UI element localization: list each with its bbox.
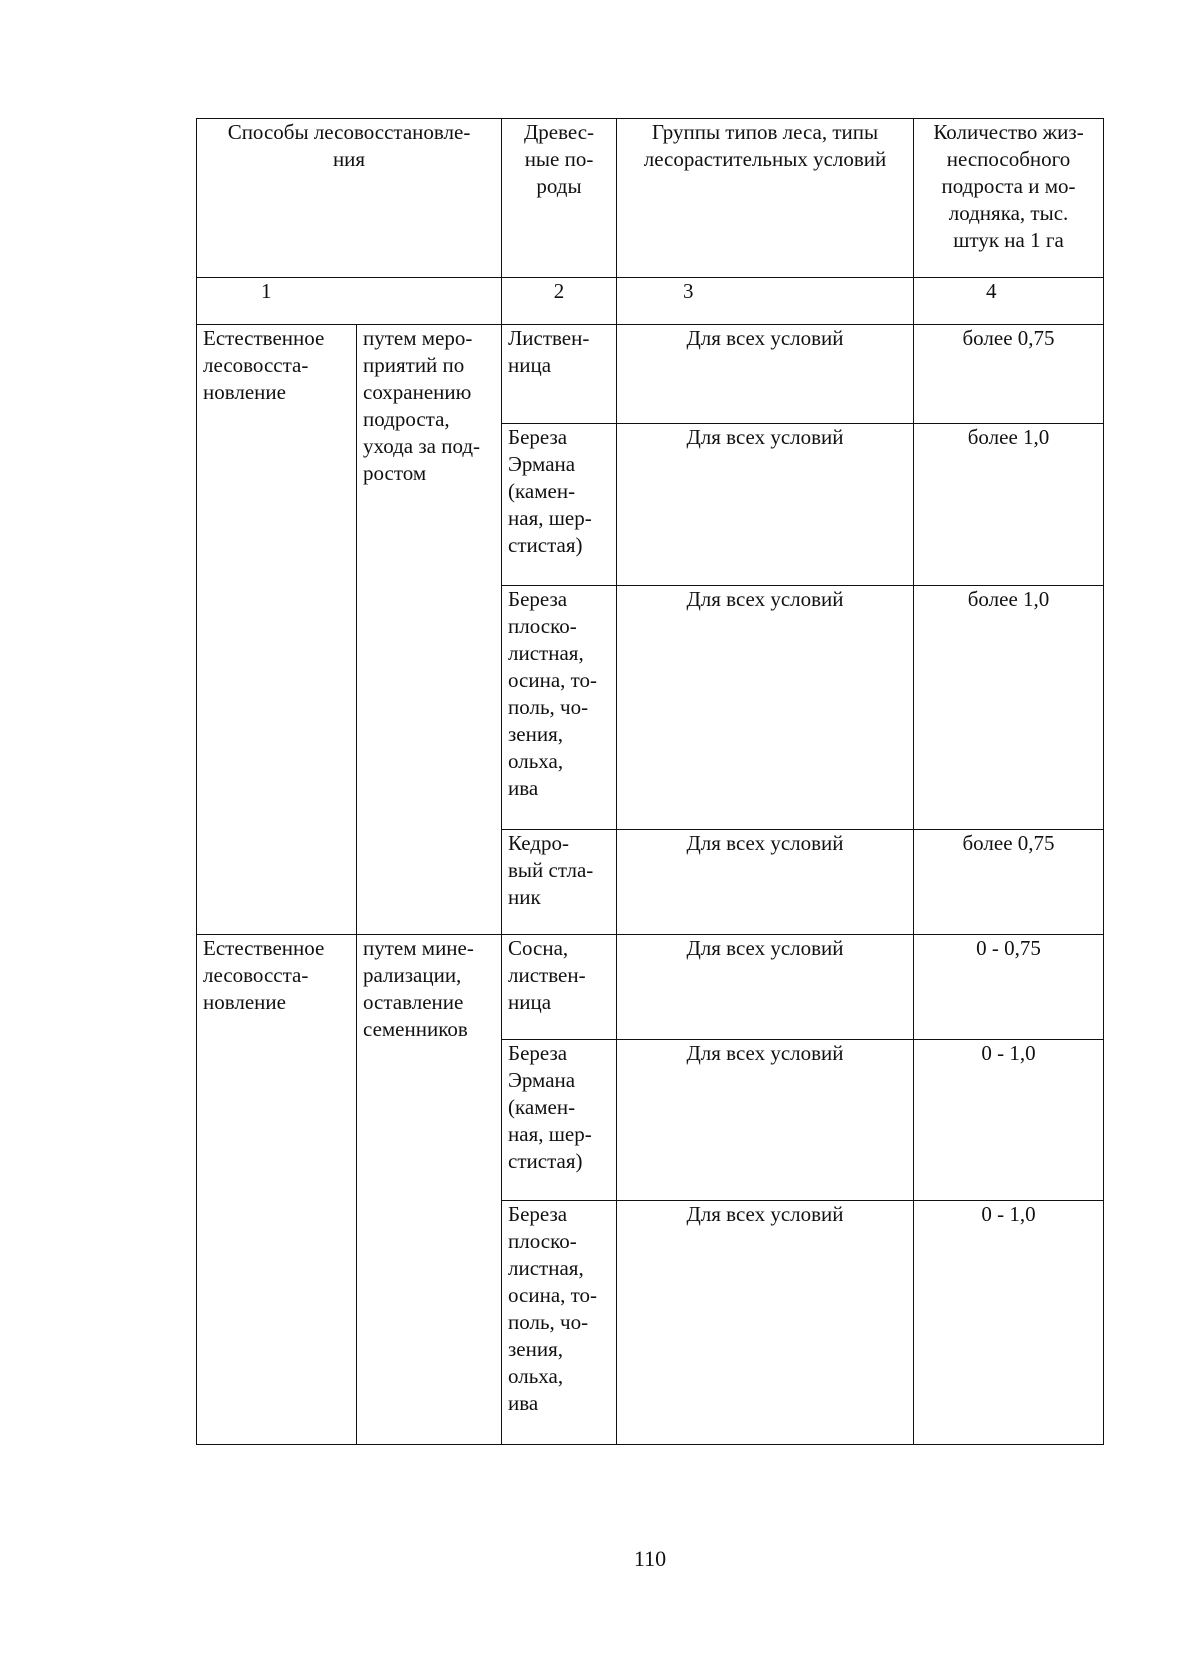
quantity-cell: 0 - 1,0 — [914, 1040, 1104, 1201]
table-row — [197, 935, 1104, 1040]
reforestation-table — [196, 118, 1104, 1445]
species-cell: Береза Эрмана (камен- ная, шер- стистая) — [502, 424, 617, 586]
conditions-cell: Для всех условий — [617, 424, 914, 586]
quantity-cell: более 0,75 — [914, 830, 1104, 935]
species-cell: Кедро- вый стла- ник — [502, 830, 617, 935]
method-cell: Естественное лесовосста- новление — [197, 325, 357, 935]
column-number-row — [197, 278, 1104, 325]
conditions-cell: Для всех условий — [617, 1201, 914, 1445]
species-cell: Листвен- ница — [502, 325, 617, 424]
species-cell: Береза плоско- листная, осина, то- поль, чо- зения, ольха, ива — [502, 586, 617, 830]
column-number-3: 3 — [617, 278, 914, 325]
species-cell: Сосна, листвен- ница — [502, 935, 617, 1040]
conditions-cell: Для всех условий — [617, 830, 914, 935]
method-detail-cell: путем меро- приятий по сохранению подроста, ухода за под- ростом — [357, 325, 502, 935]
conditions-cell: Для всех условий — [617, 325, 914, 424]
method-detail-cell: путем мине- рализации, оставление семенников — [357, 935, 502, 1445]
species-cell: Береза плоско- листная, осина, то- поль, чо- зения, ольха, ива — [502, 1201, 617, 1445]
method-cell: Естественное лесовосста- новление — [197, 935, 357, 1445]
header-quantity: Количество жиз- неспособного подроста и мо- лодняка, тыс. штук на 1 га — [914, 119, 1104, 278]
conditions-cell: Для всех условий — [617, 935, 914, 1040]
species-cell: Береза Эрмана (камен- ная, шер- стистая) — [502, 1040, 617, 1201]
table-row — [197, 325, 1104, 424]
header-forest-types: Группы типов леса, типы лесорастительных условий — [617, 119, 914, 278]
quantity-cell: 0 - 1,0 — [914, 1201, 1104, 1445]
column-number-4: 4 — [914, 278, 1104, 325]
conditions-cell: Для всех условий — [617, 586, 914, 830]
quantity-cell: 0 - 0,75 — [914, 935, 1104, 1040]
column-number-1: 1 — [197, 278, 502, 325]
header-row — [197, 119, 1104, 278]
header-methods: Способы лесовосстановле- ния — [197, 119, 502, 278]
table-body — [197, 325, 1104, 1445]
quantity-cell: более 0,75 — [914, 325, 1104, 424]
page-number: 110 — [633, 1546, 667, 1571]
conditions-cell: Для всех условий — [617, 1040, 914, 1201]
column-number-2: 2 — [502, 278, 617, 325]
quantity-cell: более 1,0 — [914, 586, 1104, 830]
header-species: Древес- ные по- роды — [502, 119, 617, 278]
quantity-cell: более 1,0 — [914, 424, 1104, 586]
